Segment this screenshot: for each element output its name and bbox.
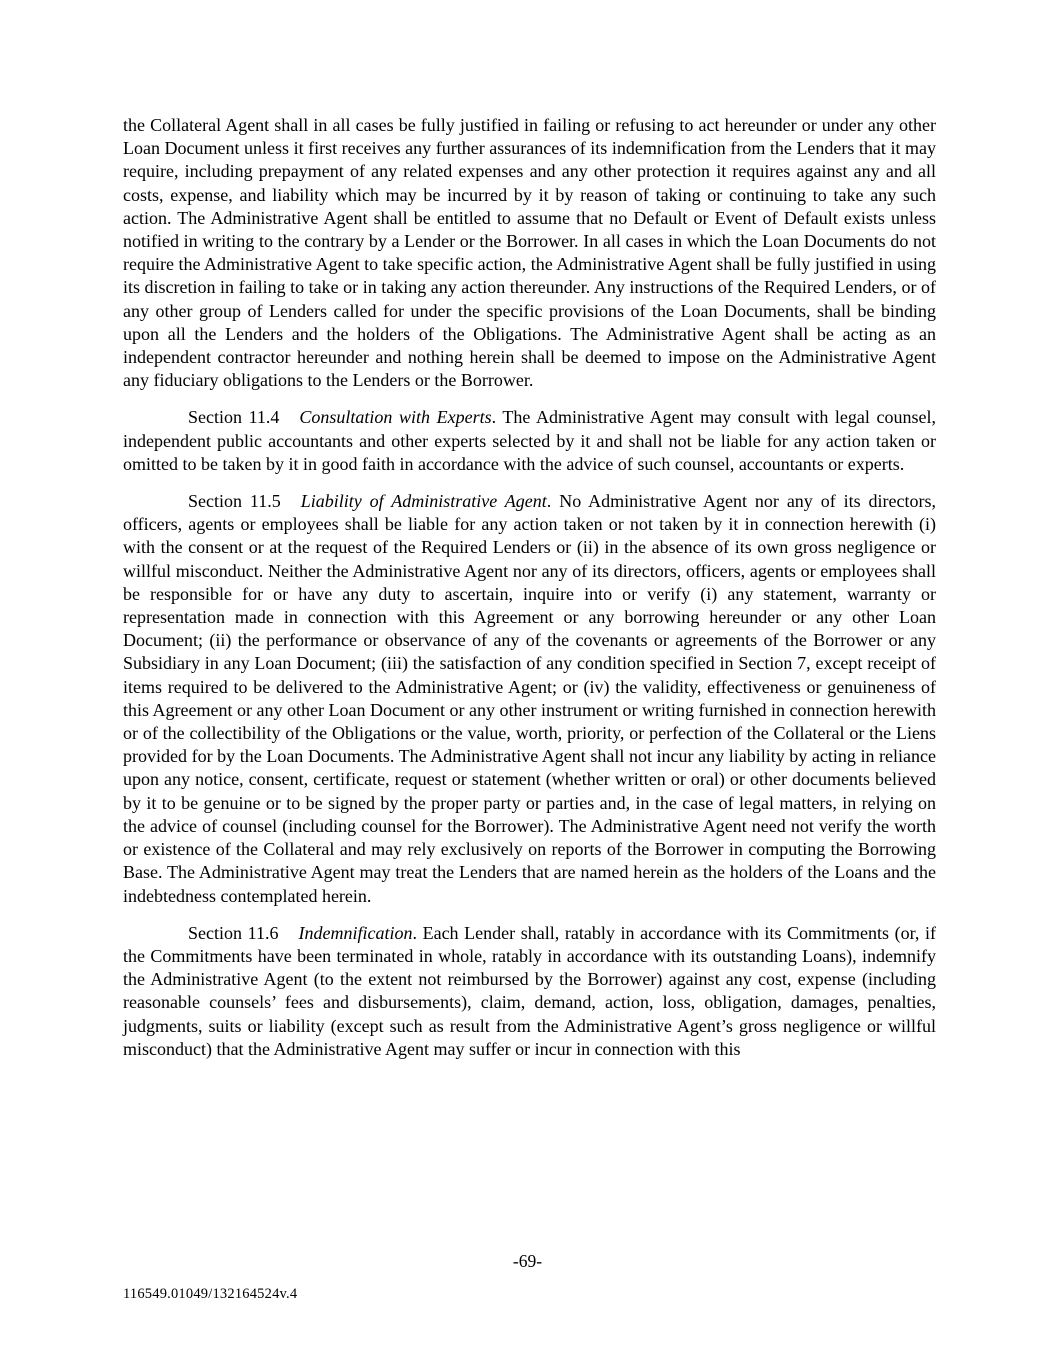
body-text-run: the Collateral Agent shall in all cases be fully justified in failing or refusing to act hereunder or under any other Loan Document unless it first receives any further assurances of its indemnification from the Lenders that it may require, including prepayment of any related expenses and any other protection it requires against any and all costs, expense, and liability which may be incurred by it by reason of taking or continuing to take any such action. The Administrative Agent shall be entitled to assume that no Default or Event of Default exists unless notified in writing to the contrary by a Lender or the Borrower. In all cases in which the Loan Documents do not require the Administrative Agent to take specific action, the Administrative Agent shall be fully justified in using its discretion in failing to take or in taking any action thereunder. Any instructions of the Required Lenders, or of any other group of Lenders called for under the specific provisions of the Loan Documents, shall be binding upon all the Lenders and the holders of the Obligations. The Administrative Agent shall be acting as an independent contractor hereunder and nothing herein shall be deemed to impose on the Administrative Agent any fiduciary obligations to the Lenders or the Borrower. [123, 115, 936, 391]
page-number: -69- [512, 1251, 543, 1271]
paragraph [123, 406, 936, 476]
section-heading-italic: Indemnification [298, 922, 413, 943]
section-heading-italic: Liability of Administrative Agent [300, 491, 547, 512]
body-text-run: Section 11.6 [188, 922, 279, 943]
paragraph [123, 490, 936, 908]
body-text-run: Section 11.5 [188, 491, 281, 512]
section-heading-italic: Consultation with Experts [299, 407, 492, 428]
body-text-run: . No Administrative Agent nor any of its directors, officers, agents or employees shall be liable for any action taken or not taken by it in connection herewith (i) with the consent or at the request of the Required Lenders or (ii) in the absence of its own gross negligence or willful misconduct. Neither the Administrative Agent nor any of its directors, officers, agents or employees shall be responsible for or have any duty to ascertain, inquire into or verify (i) any statement, warranty or representation made in connection with this Agreement or any borrowing hereunder or any other Loan Document; (ii) the performance or observance of any of the covenants or agreements of the Borrower or any Subsidiary in any Loan Document; (iii) the satisfaction of any condition specified in Section 7, except receipt of items required to be delivered to the Administrative Agent; or (iv) the validity, effectiveness or genuineness of this Agreement or any other Loan Document or any other instrument or writing furnished in connection herewith or of the collectibility of the Obligations or the value, worth, priority, or perfection of the Collateral or the Liens provided for by the Loan Documents. The Administrative Agent shall not incur any liability by acting in reliance upon any notice, consent, certificate, request or statement (whether written or oral) or other documents believed by it to be genuine or to be signed by the proper party or parties and, in the case of legal matters, in relying on the advice of counsel (including counsel for the Borrower). The Administrative Agent need not verify the worth or existence of the Collateral and may rely exclusively on reports of the Borrower in computing the Borrowing Base. The Administrative Agent may treat the Lenders that are named herein as the holders of the Loans and the indebtedness contemplated herein. [123, 491, 936, 906]
document-id-footer: 116549.01049/132164524v.4 [123, 1286, 298, 1302]
paragraph [123, 922, 936, 1061]
body-text-run: . The Administrative Agent may consult with legal counsel, independent public accountants and other experts selected by it and shall not be liable for any action taken or omitted to be taken by it in good faith in accordance with the advice of such counsel, accountants or experts. [123, 407, 936, 474]
paragraph [123, 114, 936, 392]
document-body [123, 114, 936, 1075]
body-text-run: . Each Lender shall, ratably in accordance with its Commitments (or, if the Commitments have been terminated in whole, ratably in accordance with its outstanding Loans), indemnify the Administrative Agent (to the extent not reimbursed by the Borrower) against any cost, expense (including reasonable counsels’ fees and disbursements), claim, demand, action, loss, obligation, damages, penalties, judgments, suits or liability (except such as result from the Administrative Agent’s gross negligence or willful misconduct) that the Administrative Agent may suffer or incur in connection with this [123, 922, 937, 1059]
body-text-run: Section 11.4 [188, 407, 280, 428]
